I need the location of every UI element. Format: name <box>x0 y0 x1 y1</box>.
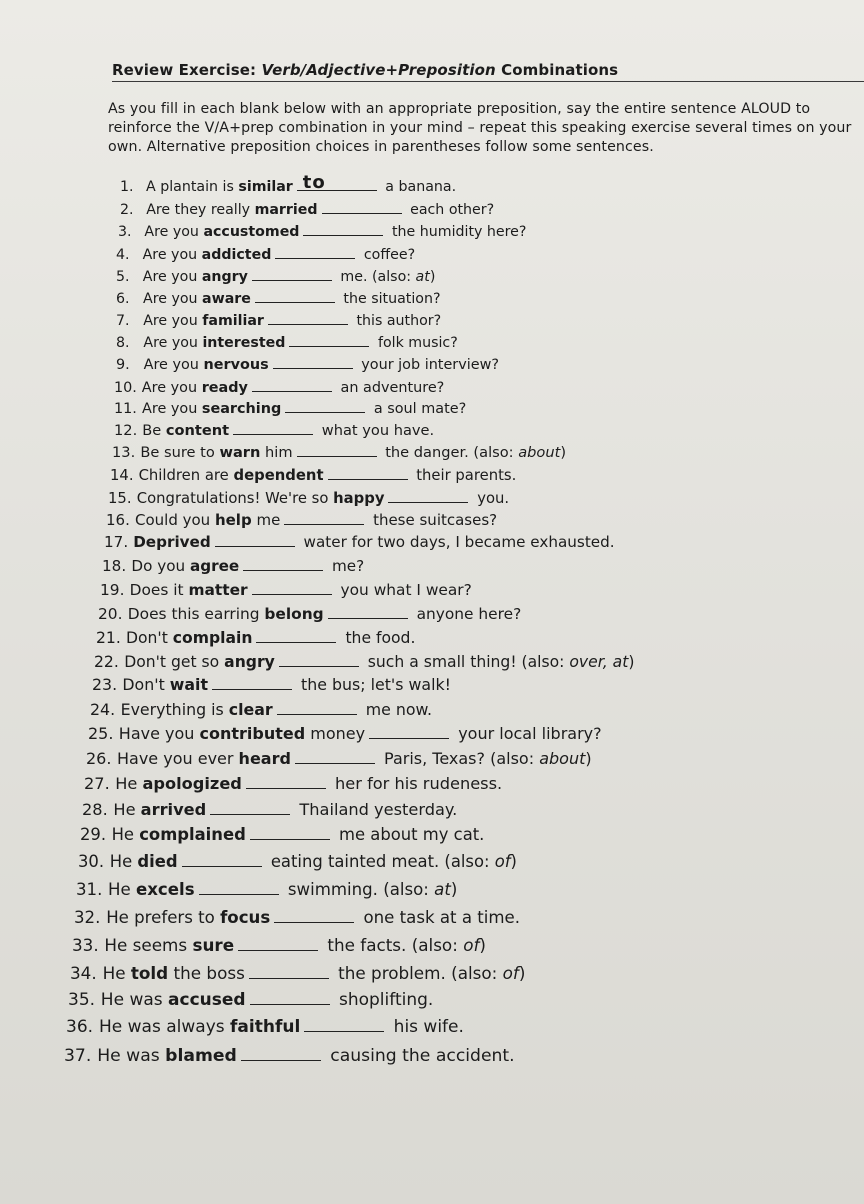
item-text-before: Children are <box>138 467 234 484</box>
item-text-before: He <box>102 963 131 983</box>
exercise-item <box>96 628 415 647</box>
item-number: 6. <box>116 291 130 307</box>
exercise-item <box>118 221 526 241</box>
alternative-preposition: of <box>502 963 519 983</box>
exercise-item <box>76 880 457 899</box>
alternative-preposition: about <box>539 749 586 768</box>
answer-blank[interactable] <box>252 266 332 281</box>
exercise-item <box>72 936 486 954</box>
exercise-item <box>120 172 457 196</box>
item-keyword: belong <box>264 605 324 623</box>
item-keyword: died <box>137 852 178 871</box>
answer-blank[interactable] <box>304 1017 384 1032</box>
item-keyword: sure <box>192 935 235 955</box>
item-text-before: He <box>113 800 141 819</box>
item-text-after: me? <box>327 557 365 575</box>
answer-blank[interactable] <box>199 880 279 895</box>
item-text-after: his wife. <box>388 1017 464 1037</box>
worksheet-title: Review Exercise: Verb/Adjective+Preposition Combinations <box>112 61 619 79</box>
item-keyword: ready <box>201 380 248 396</box>
answer-blank[interactable] <box>212 675 292 690</box>
item-keyword: happy <box>333 490 385 507</box>
item-text-before: Are you <box>143 357 204 373</box>
item-number: 8. <box>116 335 130 351</box>
item-text-close: ) <box>479 935 486 955</box>
exercise-item <box>114 377 444 397</box>
exercise-item <box>66 1017 464 1036</box>
item-keyword: accustomed <box>203 224 300 240</box>
answer-blank[interactable] <box>279 652 359 667</box>
item-text-after: swimming. (also: <box>282 880 435 899</box>
item-text-before: He <box>111 825 140 844</box>
item-keyword: blamed <box>165 1046 237 1066</box>
item-text-before: A plantain is <box>146 179 239 195</box>
answer-blank[interactable] <box>388 488 468 503</box>
item-keyword: excels <box>135 880 195 899</box>
item-number: 33. <box>72 935 99 955</box>
item-keyword: told <box>130 963 169 983</box>
item-number: 11. <box>114 401 137 417</box>
exercise-item <box>84 774 502 793</box>
item-text-after: these suitcases? <box>368 511 498 529</box>
answer-blank[interactable] <box>322 199 402 214</box>
item-text-after: you. <box>472 490 510 507</box>
exercise-item <box>102 556 364 575</box>
item-text-after: this author? <box>351 313 442 329</box>
item-keyword: accused <box>168 990 246 1010</box>
answer-blank[interactable] <box>215 532 295 547</box>
exercise-item <box>70 964 525 982</box>
item-keyword: married <box>254 202 318 218</box>
item-keyword: angry <box>224 653 275 671</box>
item-text-after: a banana. <box>380 179 457 195</box>
exercise-item <box>90 700 432 719</box>
item-text-close: ) <box>628 653 635 671</box>
item-text-after: me about my cat. <box>333 825 485 844</box>
item-number: 19. <box>100 581 125 599</box>
item-text-before: He <box>108 880 136 899</box>
alternative-preposition: about <box>518 444 561 461</box>
answer-blank[interactable] <box>328 465 408 480</box>
item-keyword: wait <box>169 675 209 694</box>
item-text-before: He <box>109 852 138 871</box>
item-text-after: causing the accident. <box>324 1046 515 1066</box>
exercise-item <box>116 244 415 264</box>
item-text-after: the problem. (also: <box>332 963 503 983</box>
exercise-item <box>98 604 521 623</box>
item-number: 13. <box>112 444 136 461</box>
item-number: 23. <box>92 675 118 694</box>
item-text-after: shoplifting. <box>333 990 434 1010</box>
answer-blank[interactable] <box>249 964 329 979</box>
item-text-close: ) <box>429 269 436 285</box>
item-text-before: Don't <box>122 675 170 694</box>
exercise-item <box>108 488 509 508</box>
item-number: 9. <box>116 357 130 373</box>
exercise-item <box>100 580 472 599</box>
item-keyword: focus <box>220 908 271 927</box>
exercise-item <box>116 266 435 286</box>
item-text-mid: him <box>260 444 293 461</box>
answer-blank[interactable] <box>250 990 330 1005</box>
item-keyword: agree <box>189 557 240 575</box>
item-text-before: He seems <box>104 935 193 955</box>
item-keyword: aware <box>202 291 251 307</box>
item-text-before: Do you <box>131 557 190 575</box>
item-keyword: addicted <box>201 247 272 263</box>
item-number: 16. <box>106 511 130 529</box>
item-text-before: Are they really <box>146 202 255 218</box>
answer-blank[interactable] <box>241 1046 321 1061</box>
answer-blank[interactable] <box>328 604 408 619</box>
item-text-before: Are you <box>143 335 203 351</box>
exercise-item <box>110 465 516 485</box>
item-number: 22. <box>94 653 119 671</box>
item-number: 26. <box>86 749 112 768</box>
exercise-item <box>74 908 520 927</box>
answer-blank[interactable] <box>297 442 377 457</box>
handwritten-answer: to <box>302 172 326 193</box>
item-keyword: complained <box>139 825 246 844</box>
item-text-before: Don't get so <box>124 653 225 671</box>
item-keyword: Deprived <box>133 533 211 551</box>
alternative-preposition: of <box>463 935 480 955</box>
item-keyword: complain <box>172 629 253 647</box>
answer-blank[interactable] <box>250 825 330 840</box>
item-text-after: the humidity here? <box>387 224 527 240</box>
item-keyword: heard <box>238 749 291 768</box>
item-number: 5. <box>116 269 130 285</box>
answer-blank[interactable] <box>289 332 369 347</box>
answer-blank[interactable] <box>210 800 290 815</box>
answer-blank[interactable] <box>273 354 353 369</box>
item-keyword: dependent <box>233 467 324 484</box>
item-keyword: interested <box>202 335 286 351</box>
item-text-after: the situation? <box>338 291 441 307</box>
exercise-item <box>116 310 441 330</box>
exercise-item <box>86 749 592 768</box>
item-number: 1. <box>120 179 134 195</box>
item-keyword: similar <box>238 179 293 195</box>
item-text-after: a soul mate? <box>369 401 467 417</box>
exercise-item <box>116 288 441 308</box>
exercise-item <box>120 199 494 219</box>
item-number: 35. <box>68 990 96 1010</box>
item-number: 21. <box>96 629 121 647</box>
item-text-before: Does it <box>129 581 189 599</box>
answer-blank[interactable] <box>243 556 323 571</box>
item-text-before: Have you <box>118 724 200 743</box>
item-number: 29. <box>80 825 107 844</box>
answer-blank[interactable] <box>277 700 357 715</box>
title-bar <box>112 60 864 82</box>
item-text-before: Are you <box>142 247 202 263</box>
answer-blank[interactable] <box>238 936 318 951</box>
answer-blank[interactable] <box>275 244 355 259</box>
item-text-close: ) <box>518 963 526 983</box>
item-text-mid: me <box>251 511 281 529</box>
alternative-preposition: of <box>494 852 511 871</box>
item-text-after: such a small thing! (also: <box>362 653 570 671</box>
item-keyword: content <box>165 422 230 439</box>
item-keyword: faithful <box>230 1017 301 1037</box>
item-text-before: Be sure to <box>140 444 220 461</box>
item-text-after: the danger. (also: <box>380 444 519 461</box>
item-number: 2. <box>120 202 134 218</box>
item-text-after: water for two days, I became exhausted. <box>298 533 615 551</box>
item-text-before: Everything is <box>120 700 229 719</box>
item-text-before: Are you <box>143 291 203 307</box>
item-keyword: help <box>214 511 252 529</box>
item-text-close: ) <box>585 749 592 768</box>
item-text-after: what you have. <box>317 422 435 439</box>
exercise-item <box>78 852 517 871</box>
item-text-before: Congratulations! We're so <box>136 490 334 507</box>
item-number: 30. <box>78 852 105 871</box>
exercise-item <box>68 990 433 1009</box>
answer-blank[interactable] <box>284 510 364 525</box>
item-text-before: Are you <box>142 401 202 417</box>
answer-blank[interactable] <box>256 628 336 643</box>
item-keyword: searching <box>201 401 282 417</box>
item-keyword: angry <box>201 269 248 285</box>
item-number: 36. <box>66 1017 94 1037</box>
item-text-after: their parents. <box>411 467 517 484</box>
answer-blank[interactable] <box>252 377 332 392</box>
item-text-before: Have you ever <box>117 749 239 768</box>
exercise-item <box>104 532 615 551</box>
item-text-before: He <box>115 774 143 793</box>
exercise-item <box>114 420 434 440</box>
exercise-item <box>82 800 457 819</box>
item-text-after: Thailand yesterday. <box>294 800 458 819</box>
item-text-after: eating tainted meat. (also: <box>265 852 495 871</box>
item-number: 31. <box>76 880 103 899</box>
instructions-paragraph: As you fill in each blank below with an appropriate preposition, say the entire sentence ALOUD to reinforce the V/A+prep combination in your mind – repeat this speaking exercise several times on your own. Alternative preposition choices in parentheses follow some sentences. <box>108 101 852 155</box>
item-keyword: warn <box>219 444 261 461</box>
item-text-before: Does this earring <box>127 605 265 623</box>
item-text-after: an adventure? <box>335 380 445 396</box>
item-text-after: me. (also: <box>335 269 416 285</box>
item-keyword: nervous <box>203 357 269 373</box>
item-text-before: He was <box>97 1046 166 1066</box>
item-text-before: Could you <box>135 511 215 529</box>
item-text-close: ) <box>510 852 517 871</box>
item-text-close: ) <box>450 880 458 899</box>
item-keyword: apologized <box>142 774 242 793</box>
exercise-item <box>112 442 566 462</box>
alternative-preposition: over, at <box>569 653 629 671</box>
item-text-before: Are you <box>144 224 204 240</box>
exercise-item <box>116 354 499 374</box>
item-number: 3. <box>118 224 132 240</box>
exercise-item <box>88 724 602 743</box>
item-text-after: you what I wear? <box>335 581 472 599</box>
item-text-before: Don't <box>126 629 173 647</box>
item-number: 34. <box>70 963 97 983</box>
item-text-before: He was always <box>99 1017 231 1037</box>
item-text-after: the facts. (also: <box>322 935 464 955</box>
item-number: 7. <box>116 313 130 329</box>
alternative-preposition: at <box>415 269 430 285</box>
item-number: 24. <box>90 700 116 719</box>
answer-blank[interactable] <box>297 172 377 193</box>
item-number: 15. <box>108 490 132 507</box>
item-number: 37. <box>64 1046 92 1066</box>
exercise-item <box>64 1046 515 1065</box>
item-number: 4. <box>116 247 130 263</box>
answer-blank[interactable] <box>285 398 365 413</box>
item-number: 12. <box>114 422 138 439</box>
item-number: 32. <box>74 908 101 927</box>
answer-blank[interactable] <box>246 774 326 789</box>
item-text-before: He prefers to <box>106 908 221 927</box>
item-number: 28. <box>82 800 108 819</box>
exercise-item <box>80 825 484 844</box>
item-text-after: the food. <box>340 629 416 647</box>
item-keyword: matter <box>188 581 248 599</box>
answer-blank[interactable] <box>182 852 262 867</box>
item-number: 20. <box>98 605 123 623</box>
item-text-after: folk music? <box>373 335 458 351</box>
alternative-preposition: at <box>434 880 451 899</box>
item-text-before: Be <box>142 422 166 439</box>
item-number: 18. <box>102 557 127 575</box>
answer-blank[interactable] <box>252 580 332 595</box>
item-text-before: Are you <box>143 313 203 329</box>
item-keyword: arrived <box>140 800 207 819</box>
exercise-item <box>106 510 497 529</box>
exercise-item <box>114 398 466 418</box>
exercise-item <box>92 675 451 694</box>
item-text-before: Are you <box>142 269 202 285</box>
item-text-close: ) <box>560 444 567 461</box>
item-number: 10. <box>114 380 137 396</box>
item-text-after: me now. <box>360 700 433 719</box>
answer-blank[interactable] <box>274 908 354 923</box>
item-text-after: Paris, Texas? (also: <box>378 749 540 768</box>
answer-blank[interactable] <box>295 749 375 764</box>
item-number: 27. <box>84 774 110 793</box>
item-text-mid: money <box>305 724 366 743</box>
item-text-after: your job interview? <box>356 357 499 373</box>
item-number: 25. <box>88 724 114 743</box>
item-number: 17. <box>104 533 129 551</box>
answer-blank[interactable] <box>255 288 335 303</box>
item-text-after: anyone here? <box>411 605 522 623</box>
item-text-after: each other? <box>405 202 495 218</box>
answer-blank[interactable] <box>233 420 313 435</box>
answer-blank[interactable] <box>268 310 348 325</box>
item-text-mid: the boss <box>168 963 245 983</box>
exercise-item <box>116 332 458 352</box>
item-text-before: Are you <box>141 380 202 396</box>
exercise-item <box>94 652 634 671</box>
item-keyword: familiar <box>202 313 264 329</box>
item-text-after: one task at a time. <box>358 908 521 927</box>
item-text-after: the bus; let's walk! <box>296 675 451 694</box>
item-keyword: clear <box>228 700 273 719</box>
item-text-after: her for his rudeness. <box>329 774 503 793</box>
item-text-after: your local library? <box>453 724 602 743</box>
item-text-after: coffee? <box>359 247 416 263</box>
answer-blank[interactable] <box>369 724 449 739</box>
answer-blank[interactable] <box>303 221 383 236</box>
item-number: 14. <box>110 467 134 484</box>
item-keyword: contributed <box>199 724 306 743</box>
item-text-before: He was <box>100 990 169 1010</box>
